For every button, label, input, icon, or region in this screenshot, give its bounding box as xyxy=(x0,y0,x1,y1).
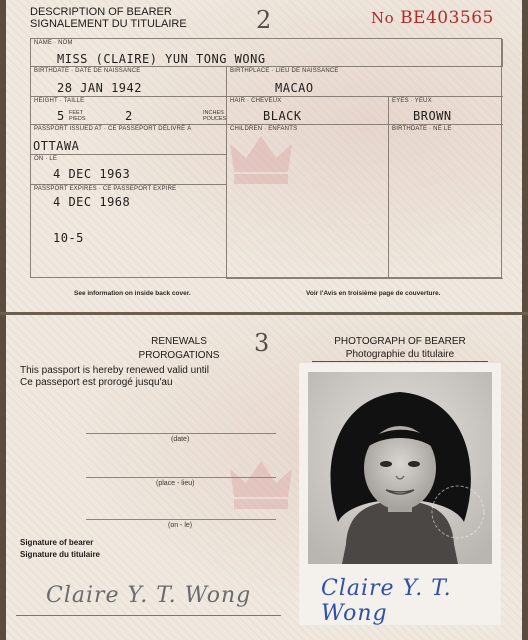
renewal-text-fr: Ce passeport est prorogé jusqu'au xyxy=(20,377,173,388)
passport-page-3 xyxy=(6,315,522,640)
renewal-text xyxy=(20,365,209,389)
birthplace-value: MACAO xyxy=(275,81,314,95)
page-number: 3 xyxy=(254,329,270,357)
photo-title-en: PHOTOGRAPH OF BEARER xyxy=(334,336,466,347)
feet-unit xyxy=(69,110,86,122)
expires-value: 4 DEC 1968 xyxy=(53,195,131,209)
child-birthdate-label: BIRTHDATE · NÉ LE xyxy=(392,126,452,132)
renewals-title xyxy=(124,335,234,363)
page-number: 2 xyxy=(256,6,272,34)
photo-frame xyxy=(299,363,501,625)
heading-en: DESCRIPTION OF BEARER xyxy=(30,6,172,18)
signature-label-fr: Signature du titulaire xyxy=(20,550,101,559)
portrait-image-icon xyxy=(308,372,492,564)
place-caption: (place - lieu) xyxy=(156,480,195,487)
children-cell xyxy=(227,125,389,279)
birthdate-value: 28 JAN 1942 xyxy=(57,81,142,95)
on-line xyxy=(86,519,276,520)
signature-line xyxy=(16,615,281,616)
on-value: 4 DEC 1963 xyxy=(53,167,131,181)
renewal-text-en: This passport is hereby renewed valid until xyxy=(20,365,209,376)
height-cell xyxy=(31,97,227,125)
children-label: CHILDREN · ENFANTS xyxy=(230,126,298,132)
eyes-cell xyxy=(389,97,503,125)
crown-watermark-icon xyxy=(226,455,296,515)
birthplace-label: BIRTHPLACE · LIEU DE NAISSANCE xyxy=(230,68,339,74)
on-caption: (on - le) xyxy=(168,522,193,529)
photo-title xyxy=(312,335,488,361)
hair-label: HAIR · CHEVEUX xyxy=(230,98,282,104)
height-label: HEIGHT · TAILLE xyxy=(34,98,85,104)
signature-label xyxy=(20,537,100,561)
name-value: MISS (CLAIRE) YUN TONG WONG xyxy=(57,52,266,66)
heading-fr: SIGNALEMENT DU TITULAIRE xyxy=(30,18,187,30)
renewals-title-en: RENEWALS xyxy=(151,336,207,347)
footer-note-fr: Voir l'Avis en troisième page de couverture. xyxy=(306,290,441,297)
issued-cell xyxy=(31,125,227,155)
birthdate-cell xyxy=(31,67,227,97)
bearer-photo xyxy=(308,372,492,564)
height-inches-value: 2 xyxy=(125,109,133,123)
photo-title-rule xyxy=(312,361,488,362)
page-heading xyxy=(30,6,187,30)
photo-signature: Claire Y. T. Wong xyxy=(321,576,452,626)
on-cell xyxy=(31,155,227,185)
eyes-value: BROWN xyxy=(413,109,452,123)
feet-unit-en: FEET xyxy=(69,110,84,116)
hair-cell xyxy=(227,97,389,125)
on-label: ON · LE xyxy=(34,156,58,162)
eyes-label: EYES · YEUX xyxy=(392,98,432,104)
child-birthdate-cell xyxy=(389,125,503,279)
name-cell xyxy=(31,39,503,67)
inches-unit xyxy=(203,110,226,122)
bearer-description-table xyxy=(30,38,502,278)
hair-value: BLACK xyxy=(263,109,302,123)
remark-value: 10-5 xyxy=(53,231,84,245)
issued-label: PASSPORT ISSUED AT · CE PASSEPORT DÉLIVRÉ À xyxy=(34,126,192,132)
footer-note-en: See information on inside back cover. xyxy=(74,290,191,297)
birthdate-label: BIRTHDATE · DATE DE NAISSANCE xyxy=(34,68,141,74)
date-caption: (date) xyxy=(171,436,190,443)
expires-label: PASSPORT EXPIRES · CE PASSEPORT EXPIRE xyxy=(34,186,177,192)
height-feet-value: 5 xyxy=(57,109,65,123)
inches-unit-en: INCHES xyxy=(203,110,224,116)
bearer-signature: Claire Y. T. Wong xyxy=(46,583,252,608)
inches-unit-fr: POUCES xyxy=(203,116,227,122)
feet-unit-fr: PIEDS xyxy=(69,116,86,122)
issued-value: OTTAWA xyxy=(33,139,80,153)
birthplace-cell xyxy=(227,67,503,97)
serial-number: BE403565 xyxy=(400,8,494,28)
date-line xyxy=(86,433,276,434)
photo-title-fr: Photographie du titulaire xyxy=(345,349,455,360)
expires-cell xyxy=(31,185,227,279)
passport-page-2 xyxy=(6,0,522,312)
serial-number-block xyxy=(371,8,494,28)
signature-label-en: Signature of bearer xyxy=(20,538,94,547)
name-label: NAME · NOM xyxy=(34,40,73,46)
place-line xyxy=(86,477,276,478)
serial-prefix: No xyxy=(371,9,395,27)
renewals-title-fr: PROROGATIONS xyxy=(138,350,220,361)
